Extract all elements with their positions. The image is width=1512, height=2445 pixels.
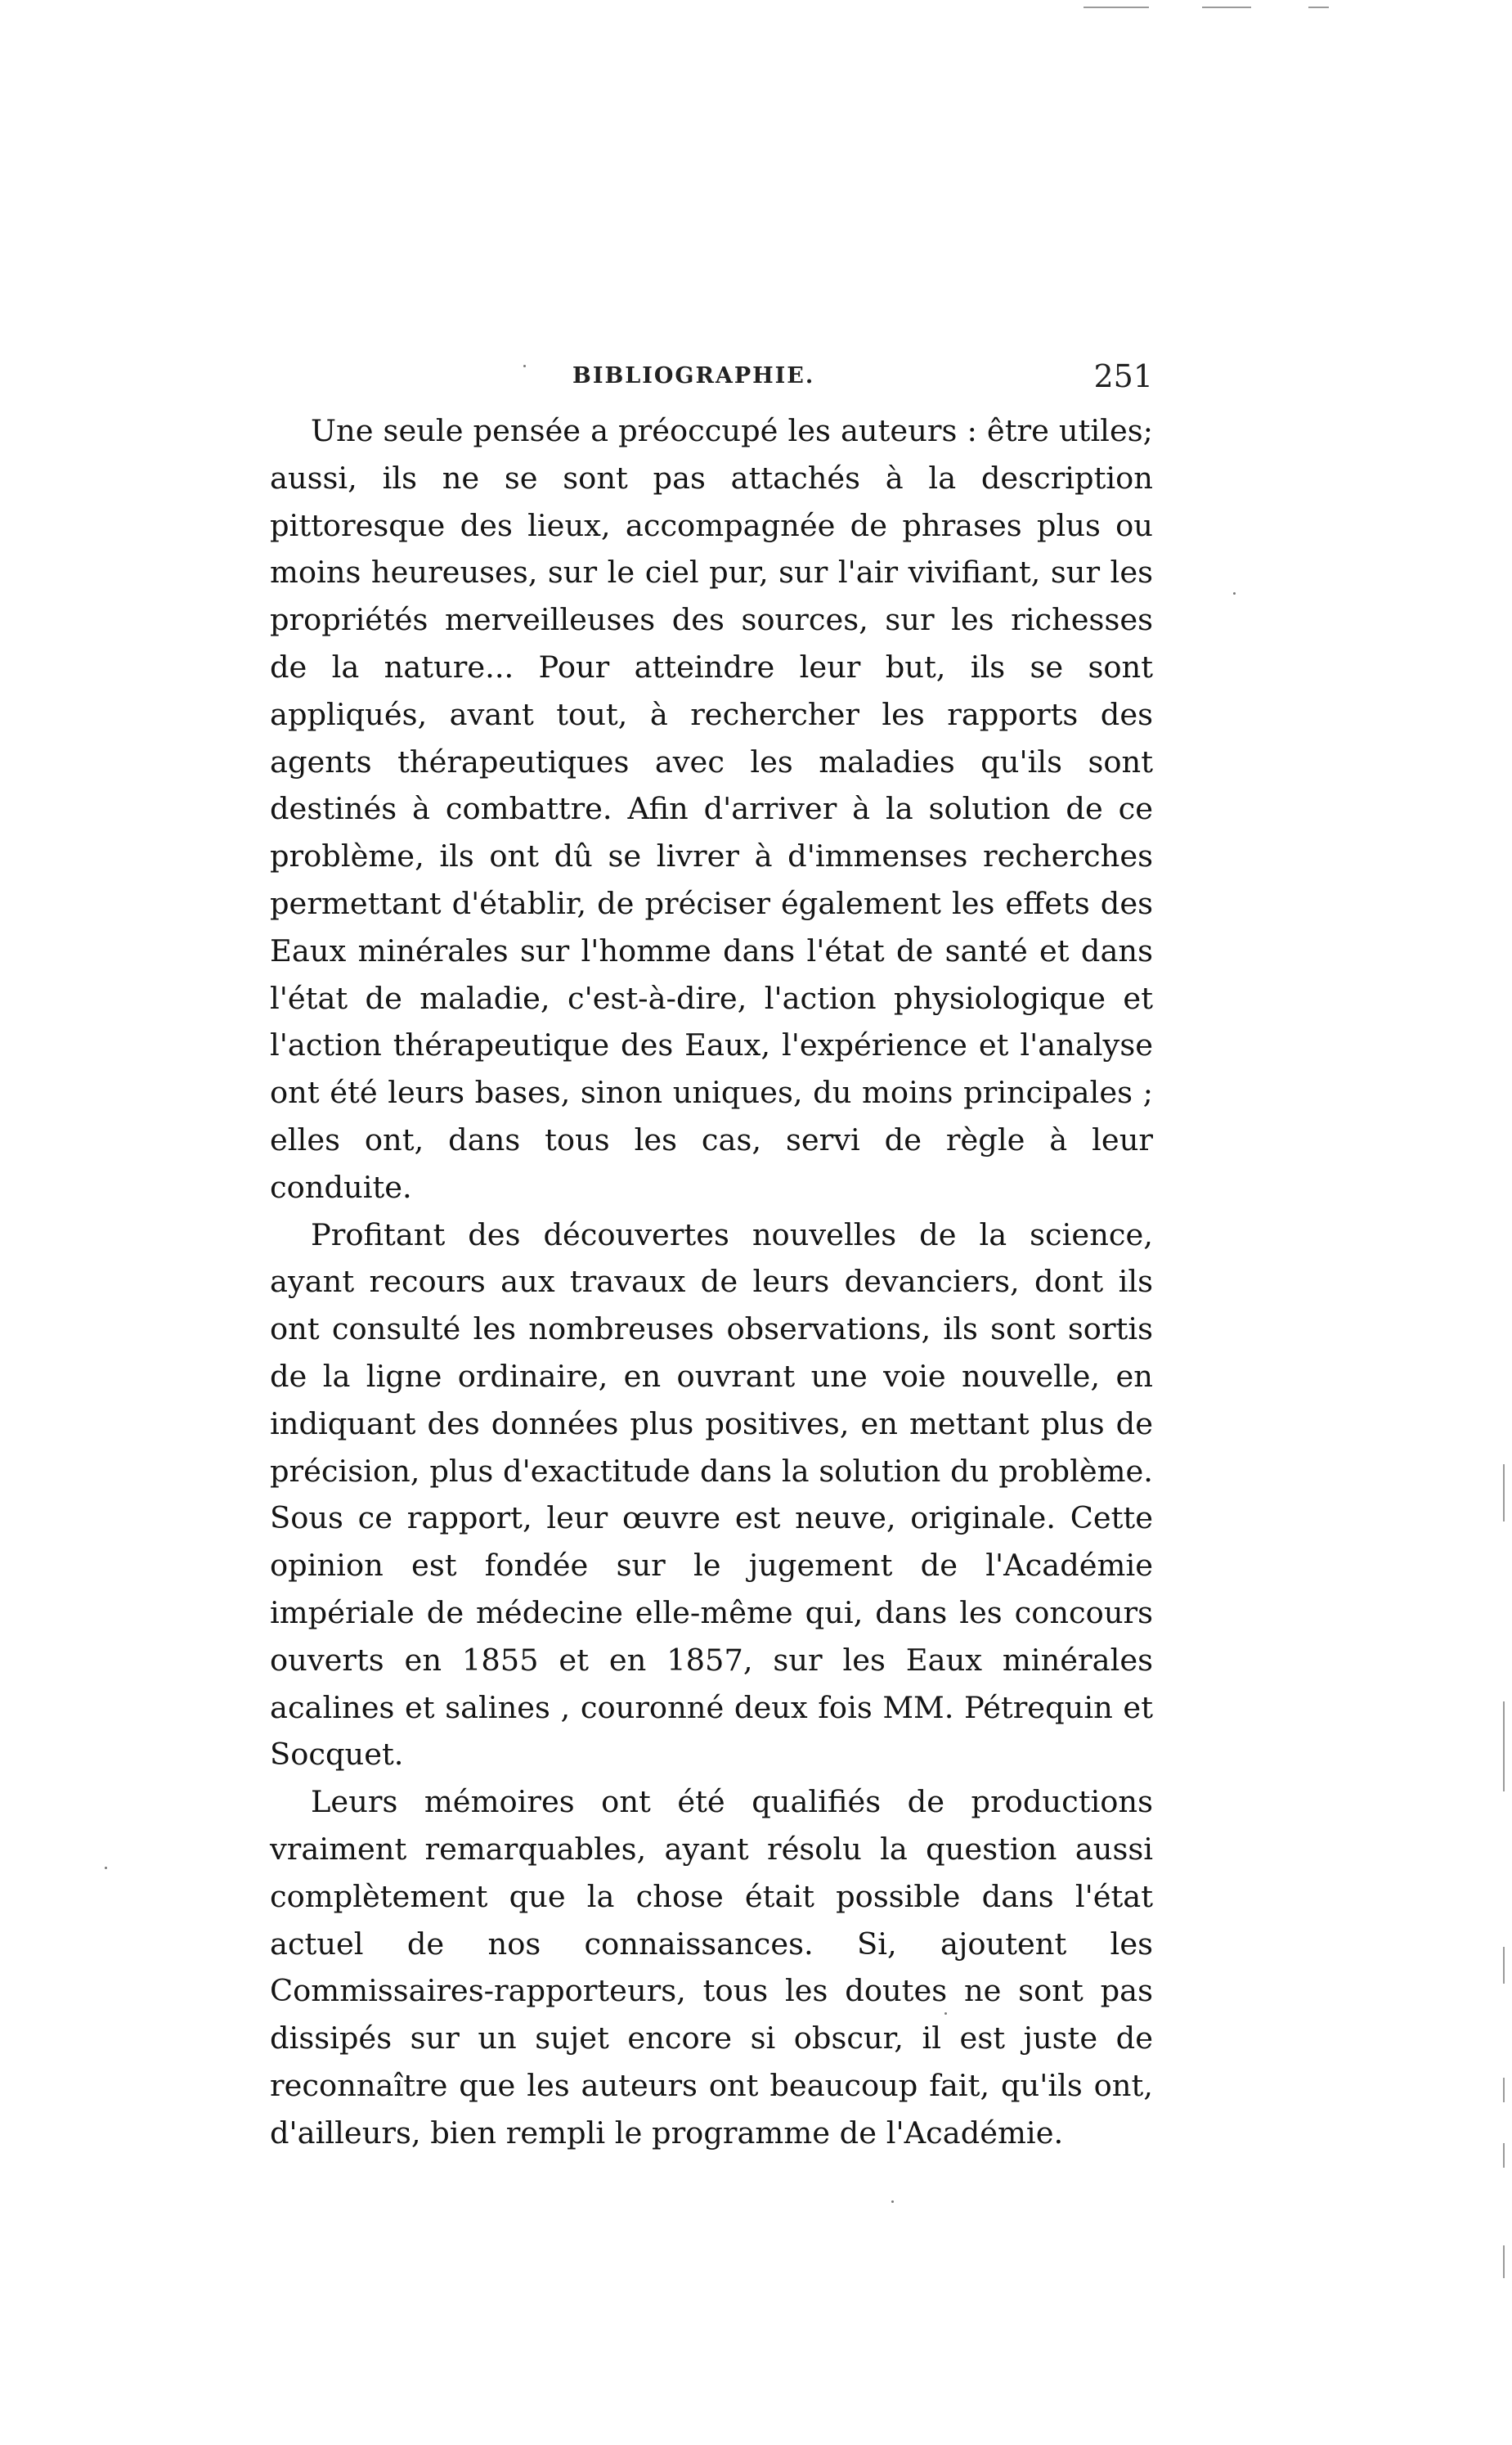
- paragraph: Une seule pensée a préoccupé les auteurs : être utiles; aussi, ils ne se sont pas attachés à la description pittoresque des lieux, accompagnée de phrases plus ou moins heureuses, sur le ciel pur, sur l'air vivifiant, sur les propriétés merveilleuses des sources, sur les richesses de la nature... Pour atteindre leur but, ils se sont appliqués, avant tout, à rechercher les rapports des agents thérapeutiques avec les maladies qu'ils sont destinés à combattre. Afin d'arriver à la solution de ce problème, ils ont dû se livrer à d'immenses recherches permettant d'établir, de préciser également les effets des Eaux minérales sur l'homme dans l'état de santé et dans l'état de maladie, c'est-à-dire, l'action physiologique et l'action thérapeutique des Eaux, l'expérience et l'analyse ont été leurs bases, sinon uniques, du moins principales ; elles ont, dans tous les cas, servi de règle à leur conduite.: [270, 413, 1153, 1205]
- scan-mark-right: [1503, 2143, 1505, 2168]
- scan-mark-right: [1503, 1464, 1505, 1521]
- running-title: BIBLIOGRAPHIE.: [572, 363, 815, 389]
- scan-mark-right: [1503, 2245, 1505, 2278]
- scan-mark-right: [1503, 1947, 1505, 1984]
- paragraph: Leurs mémoires ont été qualifiés de productions vraiment remarquables, ayant résolu la question aussi complètement que la chose était possible dans l'état actuel de nos connaissances. Si, ajoutent les Commissaires-rapporteurs, tous les doutes ne sont pas dissipés sur un sujet encore si obscur, il est juste de reconnaître que les auteurs ont beaucoup fait, qu'ils ont, d'ailleurs, bien rempli le programme de l'Académie.: [270, 1784, 1153, 2151]
- scan-mark-right: [1503, 2078, 1505, 2102]
- scan-mark-top: [1084, 7, 1149, 8]
- body-text: [270, 407, 1153, 2156]
- paragraph: Profitant des découvertes nouvelles de la science, ayant recours aux travaux de leurs devanciers, dont ils ont consulté les nombreuses observations, ils sont sortis de la ligne ordinaire, en ouvrant une voie nouvelle, en indiquant des données plus positives, en mettant plus de précision, plus d'exactitude dans la solution du problème. Sous ce rapport, leur œuvre est neuve, originale. Cette opinion est fondée sur le jugement de l'Académie impériale de médecine elle-même qui, dans les concours ouverts en 1855 et en 1857, sur les Eaux minérales acalines et salines , couronné deux fois MM. Pétrequin et Socquet.: [270, 1216, 1153, 1773]
- running-head: [270, 357, 1153, 406]
- scan-speck: [891, 2200, 894, 2203]
- scan-mark-right: [1503, 1701, 1505, 1791]
- scan-speck: [1233, 592, 1236, 595]
- scan-mark-top: [1202, 7, 1251, 8]
- page-number: 251: [1093, 358, 1153, 394]
- scan-mark-top: [1308, 7, 1329, 8]
- scan-speck: [105, 1867, 107, 1869]
